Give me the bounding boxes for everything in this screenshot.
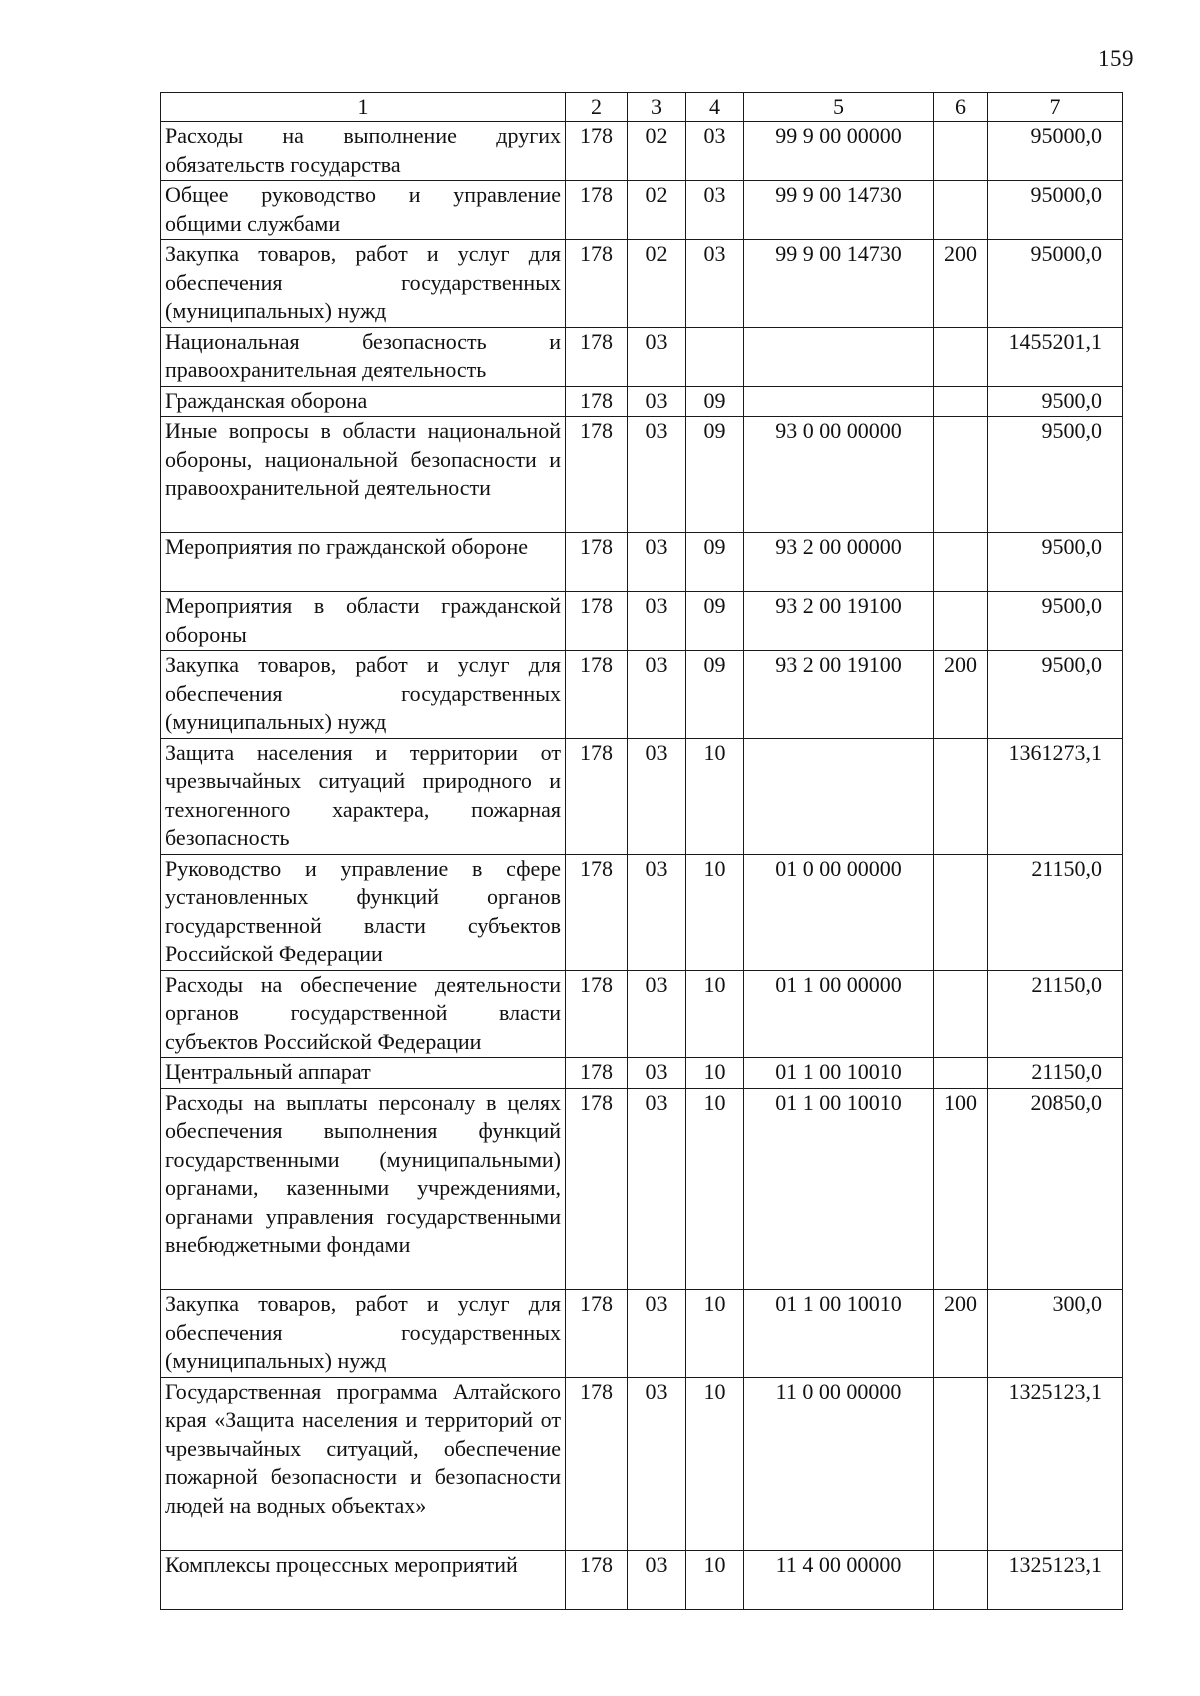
header-cell: 3 (628, 93, 686, 122)
col6-cell (934, 533, 988, 592)
table-row (161, 327, 1123, 386)
col2-cell: 178 (566, 533, 628, 592)
col7-cell: 9500,0 (988, 592, 1123, 651)
col6-cell (934, 738, 988, 854)
row-name-cell: Комплексы процессных мероприятий (161, 1550, 566, 1609)
col4-cell: 10 (686, 970, 744, 1058)
col3-cell: 03 (628, 1377, 686, 1550)
col2-cell: 178 (566, 1290, 628, 1378)
col3-cell: 03 (628, 386, 686, 417)
table-row (161, 1550, 1123, 1609)
col4-cell: 10 (686, 1377, 744, 1550)
col6-cell (934, 417, 988, 533)
col5-cell: 11 0 00 00000 (744, 1377, 934, 1550)
row-name-cell: Мероприятия по гражданской обороне (161, 533, 566, 592)
col7-cell: 1455201,1 (988, 327, 1123, 386)
row-name-cell: Общее руководство и управление общими службами (161, 181, 566, 240)
table-row (161, 122, 1123, 181)
col7-cell: 95000,0 (988, 181, 1123, 240)
col2-cell: 178 (566, 970, 628, 1058)
table-row (161, 1377, 1123, 1550)
col5-cell: 01 1 00 10010 (744, 1088, 934, 1290)
row-name-cell: Закупка товаров, работ и услуг для обеспечения государственных (муниципальных) нужд (161, 240, 566, 328)
col3-cell: 03 (628, 854, 686, 970)
col5-cell (744, 738, 934, 854)
col2-cell: 178 (566, 738, 628, 854)
col7-cell: 21150,0 (988, 970, 1123, 1058)
col4-cell: 03 (686, 181, 744, 240)
col6-cell (934, 122, 988, 181)
row-name-cell: Национальная безопасность и правоохранительная деятельность (161, 327, 566, 386)
col4-cell: 10 (686, 1290, 744, 1378)
col7-cell: 95000,0 (988, 240, 1123, 328)
col7-cell: 95000,0 (988, 122, 1123, 181)
col3-cell: 02 (628, 122, 686, 181)
header-cell: 5 (744, 93, 934, 122)
row-name-cell: Защита населения и территории от чрезвычайных ситуаций природного и техногенного характера, пожарная безопасность (161, 738, 566, 854)
header-cell: 4 (686, 93, 744, 122)
col5-cell: 93 0 00 00000 (744, 417, 934, 533)
col2-cell: 178 (566, 854, 628, 970)
col3-cell: 03 (628, 1550, 686, 1609)
col2-cell: 178 (566, 1058, 628, 1089)
col3-cell: 03 (628, 417, 686, 533)
col4-cell: 10 (686, 1058, 744, 1089)
col3-cell: 02 (628, 240, 686, 328)
col4-cell: 09 (686, 533, 744, 592)
col4-cell: 09 (686, 417, 744, 533)
col7-cell: 9500,0 (988, 417, 1123, 533)
col7-cell: 9500,0 (988, 651, 1123, 739)
col5-cell: 01 0 00 00000 (744, 854, 934, 970)
table-row (161, 417, 1123, 533)
row-name-cell: Гражданская оборона (161, 386, 566, 417)
col2-cell: 178 (566, 592, 628, 651)
col2-cell: 178 (566, 386, 628, 417)
row-name-cell: Мероприятия в области гражданской обороны (161, 592, 566, 651)
col7-cell: 1325123,1 (988, 1377, 1123, 1550)
row-name-cell: Иные вопросы в области национальной обороны, национальной безопасности и правоохранительной деятельности (161, 417, 566, 533)
col6-cell (934, 1550, 988, 1609)
col5-cell: 01 1 00 00000 (744, 970, 934, 1058)
table-row (161, 970, 1123, 1058)
col3-cell: 03 (628, 533, 686, 592)
col4-cell (686, 327, 744, 386)
col6-cell (934, 386, 988, 417)
col2-cell: 178 (566, 1550, 628, 1609)
row-name-cell: Руководство и управление в сфере установленных функций органов государственной власти субъектов Российской Федерации (161, 854, 566, 970)
col4-cell: 09 (686, 651, 744, 739)
col3-cell: 03 (628, 970, 686, 1058)
table-row (161, 738, 1123, 854)
col4-cell: 10 (686, 854, 744, 970)
col5-cell: 01 1 00 10010 (744, 1058, 934, 1089)
table-header-row (161, 93, 1123, 122)
col5-cell: 11 4 00 00000 (744, 1550, 934, 1609)
col3-cell: 03 (628, 651, 686, 739)
col5-cell: 99 9 00 14730 (744, 240, 934, 328)
header-cell: 6 (934, 93, 988, 122)
col5-cell: 99 9 00 00000 (744, 122, 934, 181)
col4-cell: 10 (686, 1550, 744, 1609)
col4-cell: 10 (686, 1088, 744, 1290)
col2-cell: 178 (566, 651, 628, 739)
header-cell: 2 (566, 93, 628, 122)
col2-cell: 178 (566, 122, 628, 181)
col6-cell (934, 181, 988, 240)
col3-cell: 03 (628, 1290, 686, 1378)
table-row (161, 1058, 1123, 1089)
header-cell: 7 (988, 93, 1123, 122)
col5-cell: 93 2 00 19100 (744, 651, 934, 739)
col3-cell: 03 (628, 327, 686, 386)
col6-cell: 100 (934, 1088, 988, 1290)
table-row (161, 651, 1123, 739)
row-name-cell: Расходы на выполнение других обязательств государства (161, 122, 566, 181)
col7-cell: 9500,0 (988, 533, 1123, 592)
col7-cell: 20850,0 (988, 1088, 1123, 1290)
col6-cell (934, 592, 988, 651)
header-cell: 1 (161, 93, 566, 122)
table-body (161, 93, 1123, 1610)
col3-cell: 02 (628, 181, 686, 240)
col2-cell: 178 (566, 1088, 628, 1290)
col7-cell: 21150,0 (988, 854, 1123, 970)
col6-cell: 200 (934, 651, 988, 739)
col6-cell (934, 1058, 988, 1089)
table-row (161, 592, 1123, 651)
col5-cell: 93 2 00 19100 (744, 592, 934, 651)
col3-cell: 03 (628, 592, 686, 651)
col7-cell: 1325123,1 (988, 1550, 1123, 1609)
col2-cell: 178 (566, 417, 628, 533)
col2-cell: 178 (566, 240, 628, 328)
col4-cell: 09 (686, 386, 744, 417)
col3-cell: 03 (628, 1088, 686, 1290)
table-row (161, 854, 1123, 970)
col7-cell: 9500,0 (988, 386, 1123, 417)
col5-cell: 93 2 00 00000 (744, 533, 934, 592)
col4-cell: 09 (686, 592, 744, 651)
col6-cell (934, 970, 988, 1058)
col6-cell (934, 327, 988, 386)
col5-cell (744, 327, 934, 386)
col4-cell: 10 (686, 738, 744, 854)
col6-cell: 200 (934, 240, 988, 328)
row-name-cell: Расходы на обеспечение деятельности органов государственной власти субъектов Российской Федерации (161, 970, 566, 1058)
row-name-cell: Государственная программа Алтайского края «Защита населения и территорий от чрезвычайных ситуаций, обеспечение пожарной безопасности и безопасности людей на водных объектах» (161, 1377, 566, 1550)
table-row (161, 181, 1123, 240)
col4-cell: 03 (686, 240, 744, 328)
col5-cell (744, 386, 934, 417)
col6-cell: 200 (934, 1290, 988, 1378)
col2-cell: 178 (566, 181, 628, 240)
col6-cell (934, 1377, 988, 1550)
row-name-cell: Расходы на выплаты персоналу в целях обеспечения выполнения функций государственными (муниципальными) органами, казенными учреждениями, органами управления государственными внебюджетными фондами (161, 1088, 566, 1290)
col7-cell: 1361273,1 (988, 738, 1123, 854)
row-name-cell: Центральный аппарат (161, 1058, 566, 1089)
col2-cell: 178 (566, 1377, 628, 1550)
table-row (161, 1290, 1123, 1378)
col5-cell: 99 9 00 14730 (744, 181, 934, 240)
row-name-cell: Закупка товаров, работ и услуг для обеспечения государственных (муниципальных) нужд (161, 651, 566, 739)
col7-cell: 300,0 (988, 1290, 1123, 1378)
col4-cell: 03 (686, 122, 744, 181)
col3-cell: 03 (628, 738, 686, 854)
col5-cell: 01 1 00 10010 (744, 1290, 934, 1378)
page-number: 159 (1098, 46, 1134, 71)
table-row (161, 533, 1123, 592)
col2-cell: 178 (566, 327, 628, 386)
budget-table (160, 92, 1123, 1610)
col7-cell: 21150,0 (988, 1058, 1123, 1089)
table-row (161, 1088, 1123, 1290)
col3-cell: 03 (628, 1058, 686, 1089)
col6-cell (934, 854, 988, 970)
table-row (161, 240, 1123, 328)
row-name-cell: Закупка товаров, работ и услуг для обеспечения государственных (муниципальных) нужд (161, 1290, 566, 1378)
table-row (161, 386, 1123, 417)
